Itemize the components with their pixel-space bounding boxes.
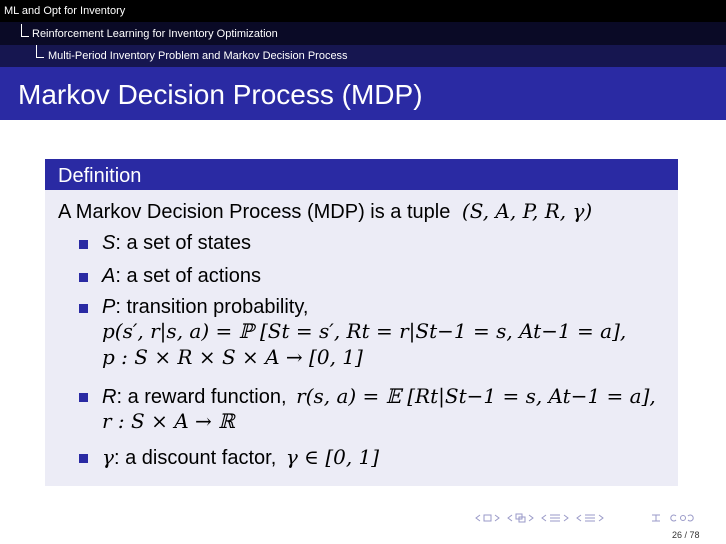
bullet-square-icon [79, 273, 88, 282]
header-subsection-bar [0, 22, 726, 45]
nav-first-icon[interactable] [476, 515, 499, 521]
slide-title: Markov Decision Process (MDP) [18, 79, 423, 110]
item-symbol: P [102, 296, 116, 318]
item-text: : a set of states [115, 232, 251, 254]
bullet-square-icon [79, 393, 88, 402]
definition-body [45, 190, 678, 486]
item-text: : a reward function, [116, 386, 287, 408]
item-symbol: S [102, 232, 116, 254]
nav-frame-icon[interactable] [508, 514, 533, 522]
intro-text: A Markov Decision Process (MDP) is a tuple [58, 201, 451, 223]
definition-intro [58, 201, 592, 222]
beamer-navigation [474, 512, 696, 524]
header-subsection[interactable]: Reinforcement Learning for Inventory Optimization [32, 28, 278, 40]
header-subsubsection-bar [0, 45, 726, 67]
bullet-square-icon [79, 240, 88, 249]
reward-formula: r(s, a) = 𝔼 [Rt|St−1 = s, At−1 = a], [296, 384, 656, 408]
item-symbol: R [102, 386, 117, 408]
transition-domain: p : S × R × S × A → [0, 1] [102, 345, 363, 369]
definition-heading: Definition [58, 165, 142, 187]
header-subsubsection[interactable]: Multi-Period Inventory Problem and Markov Decision Process [48, 50, 348, 62]
header-section-bar [0, 0, 726, 22]
definition-block [45, 159, 678, 486]
item-symbol: A [102, 265, 116, 287]
intro-math: (S, A, P, R, γ) [461, 199, 593, 223]
item-symbol: γ [102, 445, 114, 469]
item-text: : a set of actions [115, 265, 261, 287]
header-section[interactable]: ML and Opt for Inventory [4, 5, 126, 17]
slide-title-bar [0, 67, 726, 120]
item-text: : a discount factor, [113, 447, 277, 469]
discount-range: γ ∈ [0, 1] [285, 445, 380, 469]
page-number: 26 / 78 [672, 530, 700, 540]
bullet-square-icon [79, 454, 88, 463]
list-item-reward [102, 386, 656, 407]
nav-section-icon[interactable] [577, 515, 603, 521]
list-item-actions [102, 266, 261, 286]
list-item-discount [102, 447, 379, 468]
reward-domain: r : S × A → ℝ [102, 409, 235, 433]
definition-header [45, 159, 678, 190]
nav-align-icon[interactable] [652, 515, 660, 521]
bullet-square-icon [79, 304, 88, 313]
list-item-states [102, 233, 251, 253]
tree-connector-icon [36, 45, 44, 58]
nav-search-icon[interactable] [671, 515, 693, 521]
list-item-transition [102, 297, 308, 317]
nav-subsection-icon[interactable] [542, 515, 568, 521]
item-text: : transition probability, [115, 296, 309, 318]
transition-formula: p(s′, r|s, a) = ℙ [St = s′, Rt = r|St−1 = s, At−1 = a], [102, 319, 627, 343]
tree-connector-icon [21, 24, 29, 37]
